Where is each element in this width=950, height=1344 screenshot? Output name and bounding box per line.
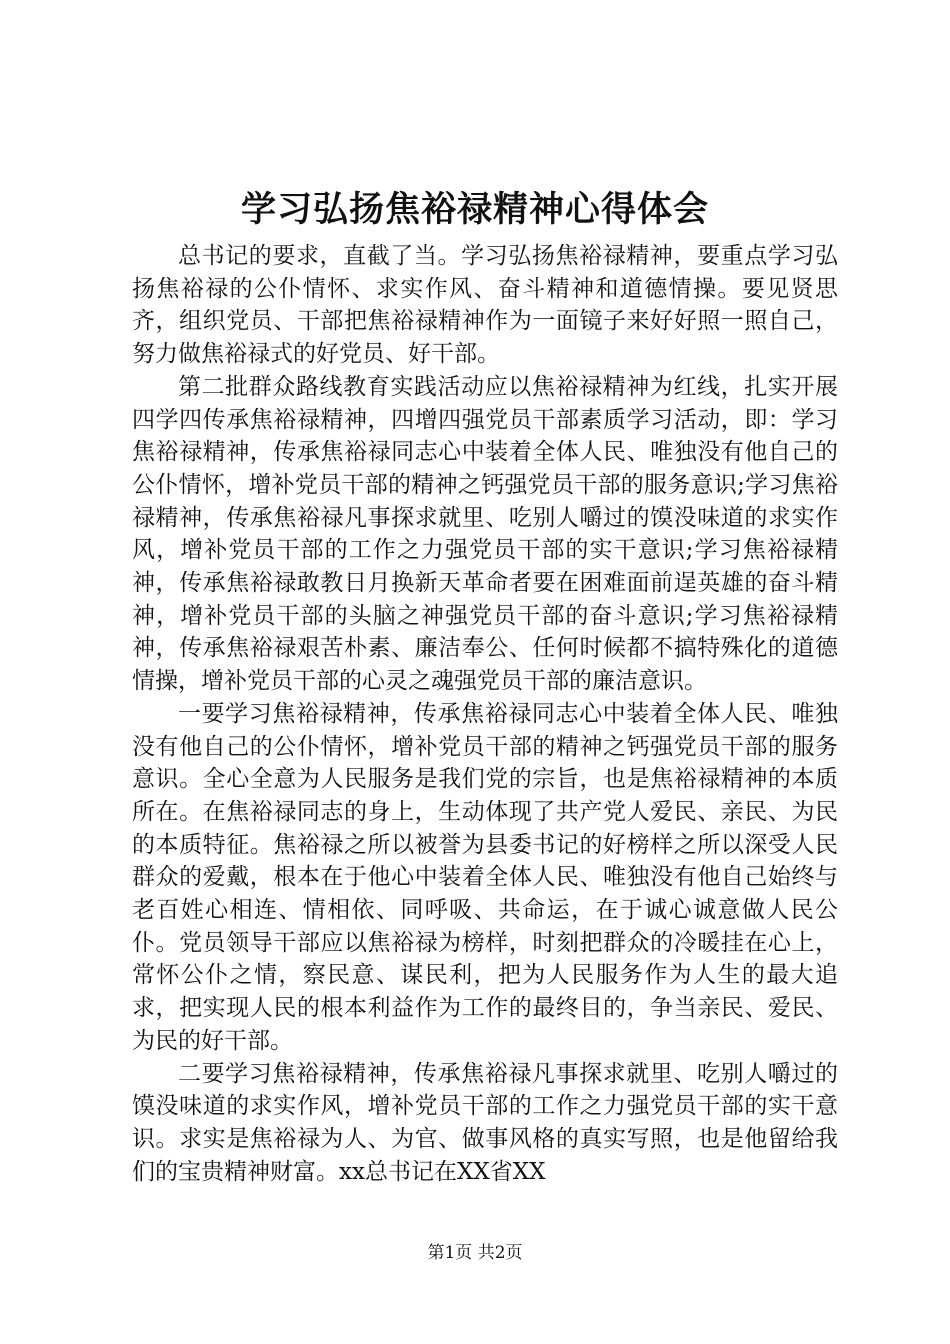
paragraph-4: 二要学习焦裕禄精神，传承焦裕禄凡事探求就里、吃别人嚼过的馍没味道的求实作风，增补党员干部的工作之力强党员干部的实干意识。求实是焦裕禄为人、为官、做事风格的真实写照，也是他留给我们的宝贵精神财富。xx总书记在XX省XX <box>132 1060 838 1185</box>
document-title: 学习弘扬焦裕禄精神心得体会 <box>240 189 709 230</box>
paragraph-1: 总书记的要求，直截了当。学习弘扬焦裕禄精神，要重点学习弘扬焦裕禄的公仆情怀、求实作风、奋斗精神和道德情操。要见贤思齐，组织党员、干部把焦裕禄精神作为一面镜子来好好照一照自己，努力做焦裕禄式的好党员、好干部。 <box>132 243 838 368</box>
page-footer: 第1页 共2页 <box>427 1243 523 1263</box>
paragraph-2: 第二批群众路线教育实践活动应以焦裕禄精神为红线，扎实开展四学四传承焦裕禄精神，四增四强党员干部素质学习活动，即：学习焦裕禄精神，传承焦裕禄同志心中装着全体人民、唯独没有他自己的公仆情怀，增补党员干部的精神之钙强党员干部的服务意识;学习焦裕禄精神，传承焦裕禄凡事探求就里、吃别人嚼过的馍没味道的求实作风，增补党员干部的工作之力强党员干部的实干意识;学习焦裕禄精神，传承焦裕禄敢教日月换新天革命者要在困难面前逞英雄的奋斗精神，增补党员干部的头脑之神强党员干部的奋斗意识;学习焦裕禄精神，传承焦裕禄艰苦朴素、廉洁奉公、任何时候都不搞特殊化的道德情操，增补党员干部的心灵之魂强党员干部的廉洁意识。 <box>132 373 838 695</box>
document-body <box>132 240 838 1188</box>
paragraph-3: 一要学习焦裕禄精神，传承焦裕禄同志心中装着全体人民、唯独没有他自己的公仆情怀，增补党员干部的精神之钙强党员干部的服务意识。全心全意为人民服务是我们党的宗旨，也是焦裕禄精神的本质所在。在焦裕禄同志的身上，生动体现了共产党人爱民、亲民、为民的本质特征。焦裕禄之所以被誉为县委书记的好榜样之所以深受人民群众的爱戴，根本在于他心中装着全体人民、唯独没有他自己始终与老百姓心相连、情相依、同呼吸、共命运，在于诚心诚意做人民公仆。党员领导干部应以焦裕禄为榜样，时刻把群众的冷暖挂在心上，常怀公仆之情，察民意、谋民利，把为人民服务作为人生的最大追求，把实现人民的根本利益作为工作的最终目的，争当亲民、爱民、为民的好干部。 <box>132 700 838 1054</box>
